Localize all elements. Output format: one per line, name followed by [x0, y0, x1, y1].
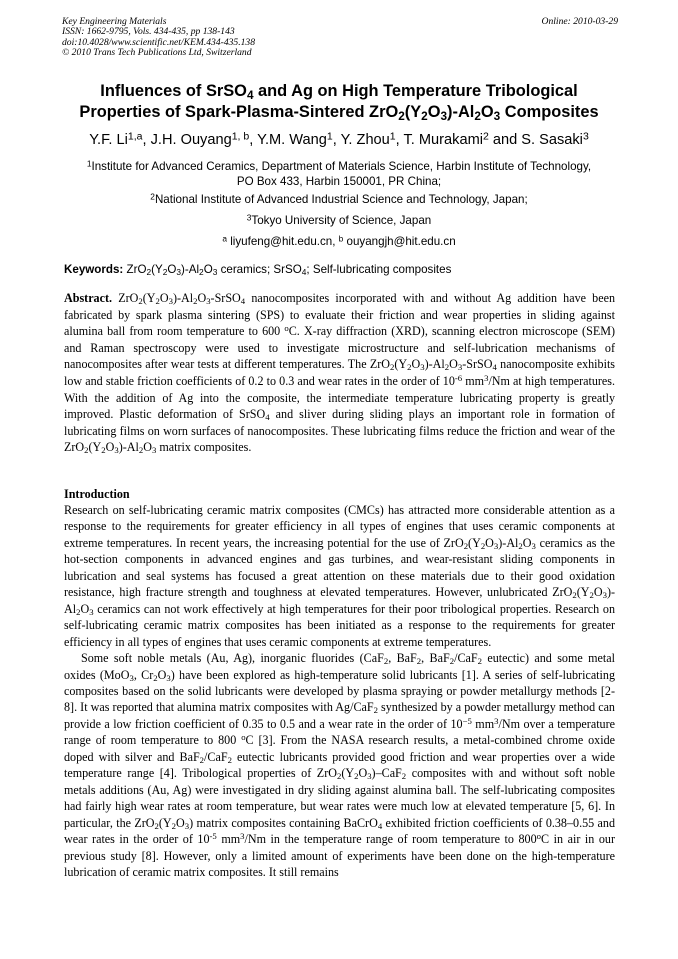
paragraph-2: Some soft noble metals (Au, Ag), inorganic fluorides (CaF$_2$, BaF$_2$, BaF$_2$/CaF$_2$ eutectic) and some metal oxides (MoO$_3$, $Cr_2O_3$) have been explored as high-temperature solid lubricants [1]. A series of self-lubricating composites based on the solid lubricants were developed by plasma spraying or powder metallurgy methods [2-8]. It was reported that alumina matrix composites with Ag/CaF$_2$ synthesized by a powder metallurgy method can provide a low friction coefficient of 0.35 to 0.5 and a wear rate in the order of $10^{-5}$ $mm^3/Nm$ over a temperature range of room temperature to 800 $^o$C [3]. From the NASA research results, a metal-combined chrome oxide doped with silver and BaF$_2$/CaF$_2$ eutectic lubricants provided good friction and wear properties over a wide temperature range [4]. Tribological properties of $ZrO_2(Y_2O_3)-CaF_2$ composites with and without soft noble metals additions (Au, Ag) were investigated in dry sliding against alumina ball. The self-lubricating composites had fairly high wear rates at room temperature, but wear rates were much low at elevated temperature [5, 6]. In particular, the $ZrO_2(Y_2O_3)$ matrix composites containing BaCrO$_4$ exhibited friction coefficients of 0.38–0.55 and wear rates in the order of $10^{-5}$ $mm^3/Nm$ in the temperature range of room temperature to 800$^o$C in air in our previous study [8]. However, only a limited amount of experiments have been done on the high-temperature lubrication of ceramic matrix composites. It still remains	[64, 651, 616, 879]
author: Y. Zhou	[340, 132, 390, 148]
affiliation-3: $^3$Tokyo University of Science, Japan	[246, 212, 432, 227]
email-link-1[interactable]: liyufeng@hit.edu.cn,	[227, 235, 339, 248]
keywords-text: $ZrO_2(Y_2O_3)-Al_2O_3$ ceramics; SrSO$_4$; Self-lubricating composites	[123, 263, 452, 278]
abstract	[64, 290, 615, 456]
author: J.H. Ouyang	[150, 132, 232, 148]
title-line-1: Influences of SrSO$_4$ and Ag on High Temperature Tribological	[100, 82, 578, 102]
abstract-label: Abstract.	[64, 291, 113, 305]
journal-issn: ISSN: 1662-9795, Vols. 434-435, pp 138-143	[62, 26, 235, 38]
journal-copyright: © 2010 Trans Tech Publications Ltd, Switzerland	[62, 46, 252, 58]
author: Y.F. Li	[89, 132, 128, 148]
author: Y.M. Wang	[257, 132, 327, 148]
abstract-text: $ZrO_2(Y_2O_3)-Al_2O_3-SrSO_4$ nanocomposites incorporated with and without Ag addition have been fabricated by spark plasma sintering (SPS) to evaluate their friction and wear properties in sliding against alumina ball from room temperature to 600 $^o$C. X-ray diffraction (XRD), scanning electron microscope (SEM) and Raman spectroscopy were used to investigate microstructure and self-lubrication mechanisms of nanocomposites after wear tests at different temperatures. The $ZrO_2(Y_2O_3)-Al_2O_3-SrSO_4$ nanocomposite exhibits low and stable friction coefficients of 0.2 to 0.3 and wear rates in the order of $10^{-6}$ $mm^3/Nm$ at high temperatures. With the addition of Ag into the composite, the intermediate temperature lubricating property is greatly improved. Plastic deformation of SrSO$_4$ and sliver during sliding plays an important role in formation of lubricating films on worn surfaces of nanocomposites. These lubricating films reduce the friction and wear of the $ZrO_2(Y_2O_3)-Al_2O_3$ matrix composites.	[64, 291, 616, 456]
author: T. Murakami	[403, 132, 483, 148]
author: S. Sasaki	[521, 132, 583, 148]
affiliation-1: $^1$Institute for Advanced Ceramics, Department of Materials Science, Harbin Institute of Technology, PO Box 433, Harbin 150001, PR China;	[86, 158, 592, 189]
introduction-body	[64, 502, 615, 880]
paragraph-1: Research on self-lubricating ceramic matrix composites (CMCs) has attracted more considerable attention as a response to the requirements for greater efficiency in all types of engines that uses ceramic components at extreme temperatures. In recent years, the increasing potential for the use of $ZrO_2(Y_2O_3)-Al_2O_3$ ceramics as the hot-section components in advanced engines and gas turbines, and wear-resistant sliding components in lubrication and seal systems has focused a great attention on these materials due to their good oxidation resistance, high fracture strength and toughness at elevated temperatures. However, unlubricated $ZrO_2(Y_2O_3)-Al_2O_3$ ceramics can not work effectively at high temperatures for their poor tribological properties. Research on self-lubricating ceramic matrix composites has been initiated as a response to the requirements for greater efficiency in all types of engines that uses ceramic components at extreme temperatures.	[64, 503, 615, 649]
author-list: Y.F. Li$^{1,a}$, J.H. Ouyang$^{1, b}$, Y.M. Wang$^1$, Y. Zhou$^1$, T. Murakami$^2$ and S. Sasaki$^3$	[89, 130, 589, 148]
journal-name: Key Engineering Materials	[62, 16, 167, 27]
email-link-2[interactable]: ouyangjh@hit.edu.cn	[343, 235, 456, 248]
keywords	[64, 262, 620, 277]
author-emails: $^a$ liyufeng@hit.edu.cn, $^b$ ouyangjh@hit.edu.cn	[222, 233, 456, 248]
title-line-2: Properties of Spark-Plasma-Sintered $ZrO_2(Y_2O_3)-Al_2O_3$ Composites	[79, 102, 599, 123]
journal-doi: doi:10.4028/www.scientific.net/KEM.434-435.138	[62, 36, 256, 48]
online-date: Online: 2010-03-29	[541, 16, 618, 27]
affiliation-2: $^2$National Institute of Advanced Industrial Science and Technology, Japan;	[150, 191, 528, 206]
section-heading-introduction: Introduction	[64, 487, 130, 501]
paper-title	[40, 81, 638, 122]
keywords-label: Keywords:	[64, 263, 124, 276]
journal-header	[62, 17, 618, 58]
